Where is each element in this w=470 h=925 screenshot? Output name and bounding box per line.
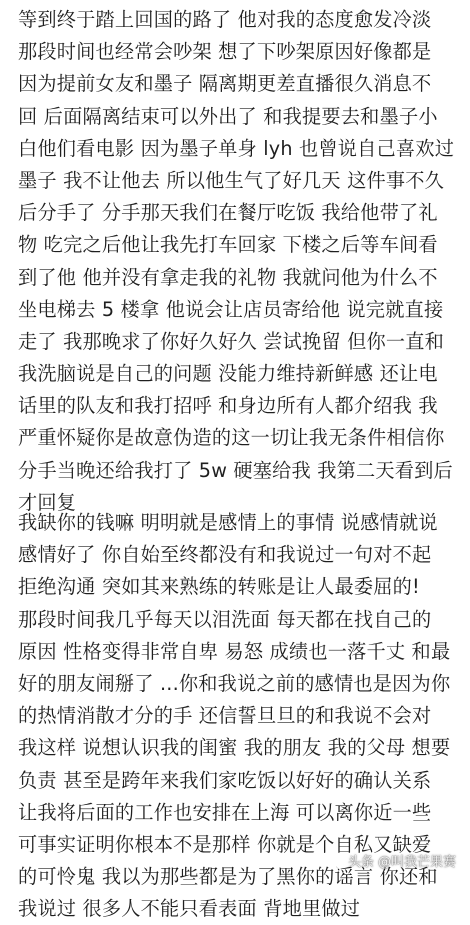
text-line: 拒绝沟通 突如其来熟练的转账是让人最委屈的! — [18, 575, 420, 599]
text-line: 我这样 说想认识我的闺蜜 我的朋友 我的父母 想要 — [18, 736, 451, 760]
text-line: 让我将后面的工作也安排在上海 可以离你近一些 — [18, 800, 432, 824]
text-line: 物 吃完之后他让我先打车回家 下楼之后等车间看 — [18, 233, 438, 257]
text-line: 我洗脑说是自己的问题 没能力维持新鲜感 还让电 — [18, 362, 438, 386]
text-line: 可事实证明你根本不是那样 你就是个自私又缺爱 — [18, 832, 432, 856]
watermark — [324, 849, 460, 872]
text-line: 分手当晚还给我打了 5w 硬塞给我 我第二天看到后 — [18, 458, 453, 482]
text-line: 墨子 我不让他去 所以他生气了好几天 这件事不久 — [18, 168, 445, 192]
text-line: 后分手了 分手那天我们在餐厅吃饭 我给他带了礼 — [18, 201, 438, 225]
text-line: 走了 我那晚求了你好久好久 尝试挽留 但你一直和 — [18, 329, 445, 353]
text-line: 到了他 他并没有拿走我的礼物 我就问他为什么不 — [18, 265, 438, 289]
text-line: 我说过 很多人不能只看表面 背地里做过 — [18, 897, 361, 921]
text-line: 因为提前女友和墨子 隔离期更差直播很久消息不 — [18, 72, 432, 96]
toutiao-logo-icon — [328, 853, 344, 869]
watermark-text: 头条 @叫我芒果赛 — [347, 855, 456, 870]
text-line: 那段时间也经常会吵架 想了下吵架原因好像都是 — [18, 40, 432, 64]
text-line: 严重怀疑你是故意伪造的这一切让我无条件相信你 — [18, 426, 445, 450]
text-line: 那段时间我几乎每天以泪洗面 每天都在找自己的 — [18, 607, 432, 631]
paragraph-1 — [18, 4, 460, 519]
text-line: 回 后面隔离结束可以外出了 和我提要去和墨子小 — [18, 104, 438, 128]
text-line: 感情好了 你自始至终都没有和我说过一句对不起 — [18, 543, 432, 567]
text-line: 好的朋友闹掰了 ...你和我说之前的感情也是因为你 — [18, 671, 451, 695]
text-line: 才回复 — [18, 490, 77, 514]
text-line: 话里的队友和我打招呼 和身边所有人都介绍我 我 — [18, 394, 438, 418]
text-line: 的热情消散才分的手 还信誓旦旦的和我说不会对 — [18, 704, 432, 728]
text-line: 等到终于踏上回国的路了 他对我的态度愈发冷淡 — [18, 8, 432, 31]
text-line: 的可怜鬼 我以为那些都是为了黑你的谣言 你还和 — [18, 865, 438, 889]
text-line: 我缺你的钱嘛 明明就是感情上的事情 说感情就说 — [18, 511, 438, 534]
text-line: 坐电梯去 5 楼拿 他说会让店员寄给他 说完就直接 — [18, 297, 444, 321]
text-line: 原因 性格变得非常自卑 易怒 成绩也一落千丈 和最 — [18, 639, 451, 663]
text-line: 负责 甚至是跨年来我们家吃饭以好好的确认关系 — [18, 768, 432, 792]
text-line: 白他们看电影 因为墨子单身 lyh 也曾说自己喜欢过 — [18, 136, 455, 160]
